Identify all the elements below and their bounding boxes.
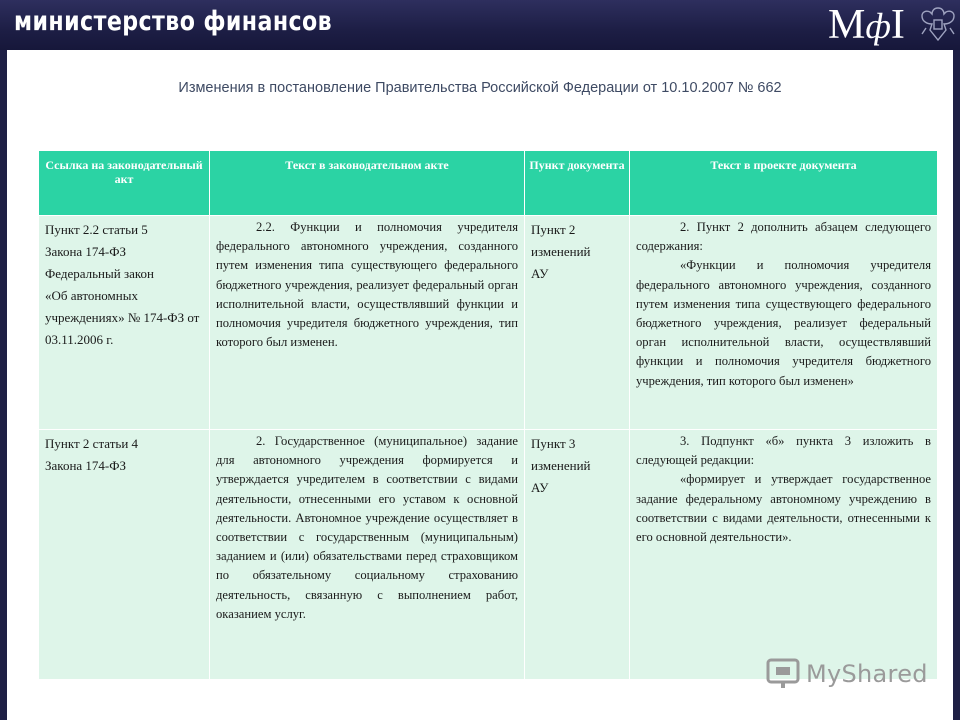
ref-line: Пункт 2 статьи 4 (45, 436, 139, 451)
ref-line: Закона 174-ФЗ (45, 244, 127, 259)
ref-line: Пункт 2.2 статьи 5 (45, 222, 148, 237)
presentation-icon (766, 658, 800, 690)
table-row (39, 216, 938, 430)
cell-law-reference (39, 216, 210, 430)
cell-law-reference (39, 430, 210, 680)
ministry-title: министерство финансов (14, 6, 333, 37)
logo-letter-m: М (828, 2, 866, 48)
cell-draft-text (630, 430, 938, 680)
cell-document-point (525, 216, 630, 430)
column-header-law-text: Текст в законодательном акте (210, 151, 525, 216)
ref-line: «Об автономных учреждениях» № 174-ФЗ от 03.11.2006 г. (45, 288, 200, 347)
changes-table (38, 150, 938, 680)
slide-subtitle: Изменения в постановление Правительства Российской Федерации от 10.10.2007 № 662 (178, 80, 782, 96)
watermark-text: MyShared (806, 660, 928, 688)
header-banner (0, 0, 960, 50)
cell-document-point (525, 430, 630, 680)
cell-draft-text (630, 216, 938, 430)
logo-letter-i: I (890, 2, 905, 48)
draft-paragraph: 2. Пункт 2 дополнить абзацем следующего содержания: (636, 220, 931, 254)
point-line: изменений (531, 458, 591, 473)
cell-law-text (210, 430, 525, 680)
column-header-draft-text: Текст в проекте документа (630, 151, 938, 216)
point-line: изменений (531, 244, 591, 259)
myshared-watermark (766, 656, 936, 694)
logo-letter-phi: ф (865, 6, 891, 46)
table-header-row (39, 151, 938, 216)
draft-paragraph: «формирует и утверждает государственное задание федеральному автономному учреждению в соответствии с видами деятельности, отнесенными к его основной деятельности». (636, 472, 931, 545)
table-row (39, 430, 938, 680)
law-text: 2. Государственное (муниципальное) задание для автономного учреждения формируется и утверждается учредителем в соответствии с видами деятельности, отнесенными его уставом к основной деятельности. Автономное учреждение осуществляет в соответствии с государственным (муниципальным) заданием и (или) обязательствами перед страховщиком по обязательному социальному страхованию деятельность, связанную с выполнением работ, оказанием услуг. (216, 434, 518, 621)
point-line: АУ (531, 266, 549, 281)
law-text: 2.2. Функции и полномочия учредителя федерального автономного учреждения, созданного путем изменения типа существующего федерального бюджетного учреждения, реализует федеральный орган исполнительной власти, осуществлявший функции и полномочия учредителя бюджетного учреждения, тип которого был изменен. (216, 220, 518, 350)
column-header-law-reference: Ссылка на законодательный акт (39, 151, 210, 216)
coat-of-arms-icon (916, 2, 960, 48)
draft-paragraph: «Функции и полномочия учредителя федерального автономного учреждения, созданного путем изменения типа существующего федерального бюджетного учреждения, реализует федеральный орган исполнительной власти, осуществлявший функции и полномочия учредителя бюджетного учреждения, тип которого был изменен» (636, 258, 931, 388)
point-line: Пункт 3 (531, 436, 576, 451)
point-line: АУ (531, 480, 549, 495)
ref-line: Федеральный закон (45, 266, 154, 281)
column-header-document-point: Пункт документа (525, 151, 630, 216)
cell-law-text (210, 216, 525, 430)
draft-paragraph: 3. Подпункт «б» пункта 3 изложить в следующей редакции: (636, 434, 931, 468)
right-frame-bar (953, 50, 960, 720)
left-frame-bar (0, 50, 7, 720)
ministry-logo (828, 2, 918, 48)
ref-line: Закона 174-ФЗ (45, 458, 127, 473)
point-line: Пункт 2 (531, 222, 576, 237)
